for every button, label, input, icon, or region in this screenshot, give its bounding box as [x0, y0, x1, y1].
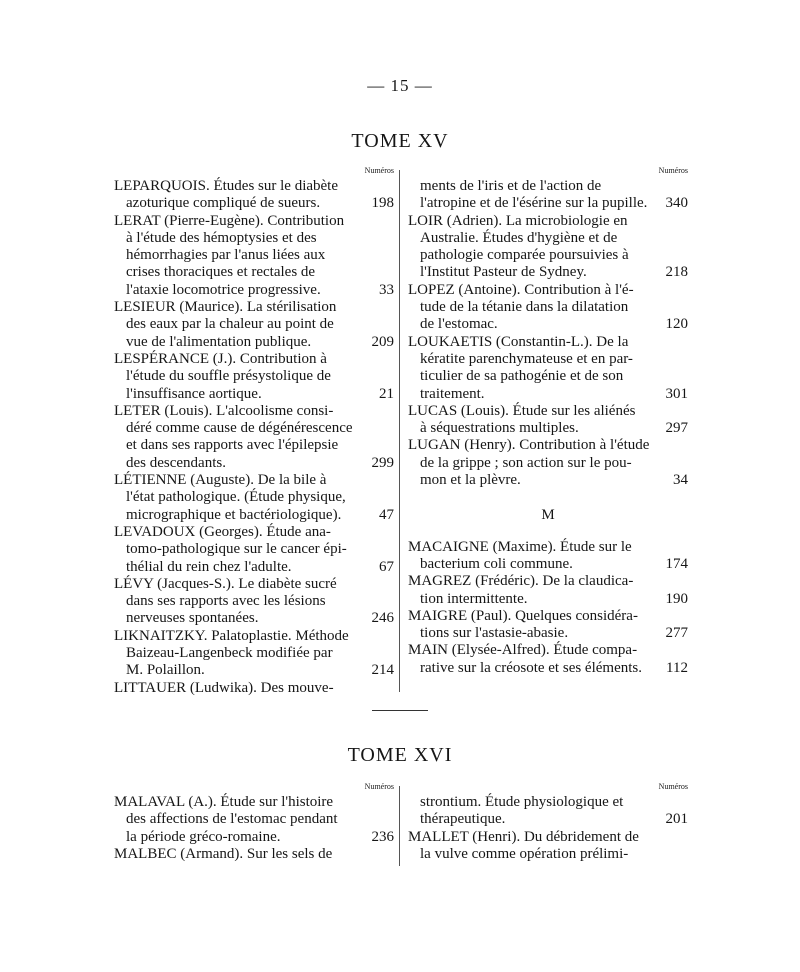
entry-line: MACAIGNE (Maxime). Étude sur le: [408, 538, 632, 555]
entry-number: 297: [665, 420, 688, 437]
index-entry: [408, 334, 688, 403]
entry-line: LERAT (Pierre-Eugène). Contribution: [114, 212, 345, 229]
entry-line: LÉVY (Jacques-S.). Le diabète sucré: [114, 575, 337, 592]
entry-line: bacterium coli commune.: [420, 555, 573, 572]
entry-line: LOPEZ (Antoine). Contribution à l'é-: [408, 281, 634, 298]
entry-number: 198: [371, 195, 394, 212]
entry-number: 112: [666, 659, 688, 676]
index-entry: [408, 573, 688, 608]
entry-line: pathologie comparée poursuivies à: [420, 247, 629, 264]
entry-number: 214: [371, 662, 394, 679]
index-entry: [408, 608, 688, 643]
index-entry: [408, 282, 688, 334]
entry-line: strontium. Étude physiologique et: [420, 794, 624, 810]
index-entry: [114, 299, 394, 351]
index-entry: [408, 642, 688, 677]
entry-number: 299: [371, 454, 394, 471]
index-entry: [408, 213, 688, 282]
index-entry: [114, 178, 394, 213]
entry-line: et dans ses rapports avec l'épilepsie: [126, 437, 339, 454]
entry-line: LOUKAETIS (Constantin-L.). De la: [408, 333, 629, 350]
index-entry: [114, 794, 394, 846]
entry-line: l'insuffisance aortique.: [126, 385, 262, 402]
index-entry: [408, 829, 688, 864]
entry-line: MALBEC (Armand). Sur les sels de: [114, 845, 333, 862]
index-entry: [114, 351, 394, 403]
entry-line: LÉTIENNE (Auguste). De la bile à: [114, 472, 327, 489]
entry-line: dans ses rapports avec les lésions: [126, 593, 326, 610]
entry-number: 209: [371, 333, 394, 350]
entry-number: 190: [665, 590, 688, 607]
entry-line: la période gréco-romaine.: [126, 828, 281, 845]
entry-line: tion intermittente.: [420, 590, 528, 607]
index-entry: [114, 576, 394, 628]
entry-line: Australie. Études d'hygiène et de: [420, 229, 618, 246]
index-entry: [114, 213, 394, 299]
entry-line: vue de l'alimentation publique.: [126, 333, 312, 350]
entry-line: thérapeutique.: [420, 811, 506, 828]
entry-line: LESPÉRANCE (J.). Contribution à: [114, 350, 327, 367]
entry-line: kératite parenchymateuse et en par-: [420, 350, 633, 367]
tome-xv-title: TOME XV: [351, 130, 449, 152]
entry-line: de la grippe ; son action sur le pou-: [420, 454, 632, 471]
index-entry: [408, 178, 688, 213]
entry-number: 120: [665, 316, 688, 333]
entry-line: ticulier de sa pathogénie et de son: [420, 368, 624, 385]
entry-line: M. Polaillon.: [126, 662, 205, 679]
entry-line: MAIGRE (Paul). Quelques considéra-: [408, 607, 638, 624]
entry-line: l'état pathologique. (Étude physique,: [126, 489, 346, 506]
entry-number: 277: [665, 625, 688, 642]
index-entry: [408, 403, 688, 438]
tome-xvi-left-column: [114, 794, 394, 863]
entry-line: ments de l'iris et de l'action de: [420, 178, 602, 194]
index-entry: [114, 846, 394, 863]
entry-line: des eaux par la chaleur au point de: [126, 316, 334, 333]
entry-line: LETER (Louis). L'alcoolisme consi-: [114, 402, 334, 419]
entry-number: 340: [665, 195, 688, 212]
entry-line: tomo-pathologique sur le cancer épi-: [126, 541, 347, 558]
entry-line: la vulve comme opération prélimi-: [420, 845, 629, 862]
entry-number: 236: [371, 828, 394, 845]
entry-number: 21: [379, 385, 394, 402]
page-number: — 15 —: [367, 76, 433, 95]
numeros-label-right: Numéros: [658, 166, 688, 175]
entry-line: à l'étude des hémoptysies et des: [126, 229, 317, 246]
entry-number: 47: [379, 506, 394, 523]
entry-line: LOIR (Adrien). La microbiologie en: [408, 212, 628, 229]
entry-line: LUCAS (Louis). Étude sur les aliénés: [408, 402, 636, 419]
entry-line: LESIEUR (Maurice). La stérilisation: [114, 299, 337, 316]
tome-xv-right-column: [408, 178, 688, 677]
entry-number: 301: [665, 385, 688, 402]
entry-number: 67: [379, 558, 394, 575]
entry-line: azoturique compliqué de sueurs.: [126, 195, 321, 212]
entry-line: l'ataxie locomotrice progressive.: [126, 281, 321, 298]
entry-line: thélial du rein chez l'adulte.: [126, 558, 292, 575]
tome-xv-left-column: [114, 178, 394, 697]
entry-line: de l'estomac.: [420, 316, 498, 333]
entry-number: 218: [665, 264, 688, 281]
entry-number: 201: [665, 811, 688, 828]
section-rule: [372, 710, 428, 711]
index-entry: [408, 539, 688, 574]
entry-line: l'atropine et de l'ésérine sur la pupille.: [420, 195, 648, 212]
numeros-label-right-xvi: Numéros: [658, 782, 688, 791]
entry-line: tude de la tétanie dans la dilatation: [420, 299, 629, 316]
entry-line: hémorrhagies par l'anus liées aux: [126, 247, 326, 264]
entry-line: crises thoraciques et rectales de: [126, 264, 316, 281]
tome-xvi-right-column: [408, 794, 688, 863]
entry-line: à séquestrations multiples.: [420, 420, 579, 437]
entry-line: des descendants.: [126, 454, 226, 471]
numeros-label-left: Numéros: [364, 166, 394, 175]
index-entry: [408, 437, 688, 489]
column-divider: [399, 170, 400, 692]
tome-xvi-title: TOME XVI: [347, 744, 453, 766]
entry-line: déré comme cause de dégénérescence: [126, 420, 353, 437]
index-entry: [114, 524, 394, 576]
entry-line: MALAVAL (A.). Étude sur l'histoire: [114, 794, 334, 810]
index-entry: [114, 403, 394, 472]
entry-line: l'étude du souffle présystolique de: [126, 368, 331, 385]
entry-line: LITTAUER (Ludwika). Des mouve-: [114, 679, 334, 696]
entry-number: 34: [673, 472, 688, 489]
entry-number: 174: [665, 555, 688, 572]
section-letter-m: M: [541, 507, 555, 524]
entry-line: LEPARQUOIS. Études sur le diabète: [114, 178, 339, 194]
entry-line: traitement.: [420, 385, 485, 402]
index-entry: [408, 794, 688, 829]
entry-number: 33: [379, 281, 394, 298]
numeros-label-left-xvi: Numéros: [364, 782, 394, 791]
entry-line: LUGAN (Henry). Contribution à l'étude: [408, 437, 650, 454]
entry-line: MAGREZ (Frédéric). De la claudica-: [408, 573, 634, 590]
entry-line: nerveuses spontanées.: [126, 610, 259, 627]
entry-line: Baizeau-Langenbeck modifiée par: [126, 645, 333, 662]
entry-line: LEVADOUX (Georges). Étude ana-: [114, 523, 331, 540]
entry-line: MAIN (Elysée-Alfred). Étude compa-: [408, 642, 638, 659]
entry-line: LIKNAITZKY. Palatoplastie. Méthode: [114, 627, 349, 644]
entry-number: 246: [371, 610, 394, 627]
entry-line: MALLET (Henri). Du débridement de: [408, 828, 639, 845]
entry-line: micrographique et bactériologique).: [126, 506, 342, 523]
column-divider-xvi: [399, 786, 400, 866]
entry-line: mon et la plèvre.: [420, 472, 521, 489]
entry-line: des affections de l'estomac pendant: [126, 811, 338, 828]
entry-line: rative sur la créosote et ses éléments.: [420, 659, 642, 676]
entry-line: l'Institut Pasteur de Sydney.: [420, 264, 587, 281]
index-entry: [114, 628, 394, 680]
index-entry: [114, 472, 394, 524]
entry-line: tions sur l'astasie-abasie.: [420, 625, 569, 642]
index-entry: [114, 680, 394, 697]
